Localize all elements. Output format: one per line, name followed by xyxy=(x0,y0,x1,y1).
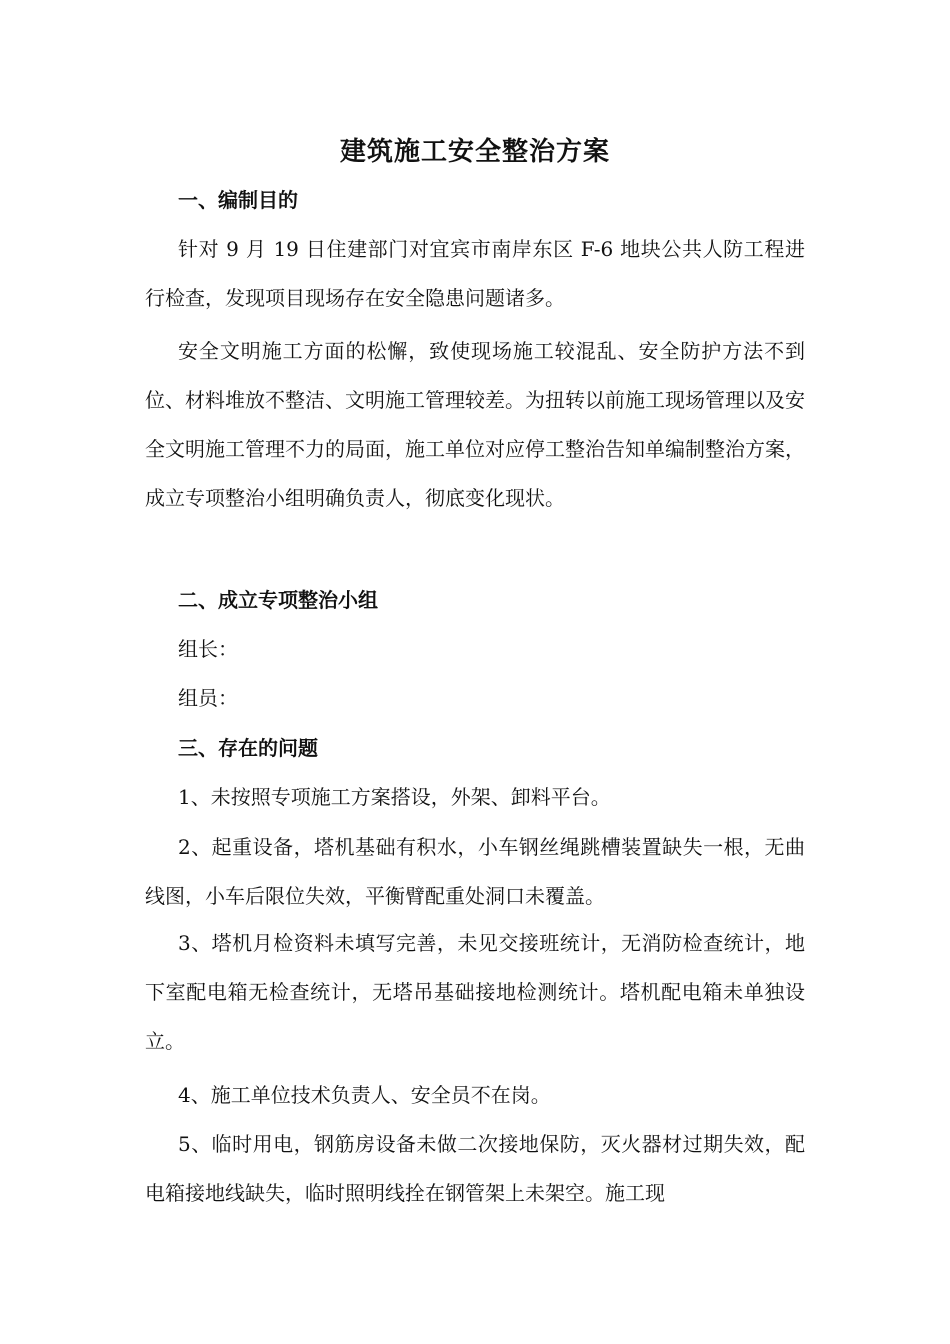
section-heading-team: 二、成立专项整治小组 xyxy=(178,588,378,612)
paragraph-inspection: 针对 9 月 19 日住建部门对宜宾市南岸东区 F-6 地块公共人防工程进行检查，发现项目现场存在安全隐患问题诸多。 xyxy=(145,237,805,310)
paragraph-background: 安全文明施工方面的松懈，致使现场施工较混乱、安全防护方法不到位、材料堆放不整洁、文明施工管理较差。为扭转以前施工现场管理以及安全文明施工管理不力的局面，施工单位对应停工整治告知单编制整治方案，成立专项整治小组明确负责人，彻底变化现状。 xyxy=(145,339,805,510)
section-heading-problems: 三、存在的问题 xyxy=(178,736,318,760)
section-heading-purpose: 一、编制目的 xyxy=(178,188,298,212)
team-members-line: 组员： xyxy=(178,686,238,710)
document-title: 建筑施工安全整治方案 xyxy=(339,137,610,167)
problem-item-5: 5、临时用电，钢筋房设备未做二次接地保防，灭火器材过期失效，配电箱接地线缺失，临时照明线拴在钢管架上未架空。施工现 xyxy=(145,1132,805,1205)
problem-item-1: 1、未按照专项施工方案搭设，外架、卸料平台。 xyxy=(178,785,611,809)
problem-item-2: 2、起重设备，塔机基础有积水，小车钢丝绳跳槽装置缺失一根，无曲线图，小车后限位失效，平衡臂配重处洞口未覆盖。 xyxy=(145,835,805,908)
problem-item-4: 4、施工单位技术负责人、安全员不在岗。 xyxy=(178,1083,551,1107)
problem-item-3: 3、塔机月检资料未填写完善，未见交接班统计，无消防检查统计，地下室配电箱无检查统计，无塔吊基础接地检测统计。塔机配电箱未单独设立。 xyxy=(145,931,805,1053)
team-leader-line: 组长： xyxy=(178,637,238,661)
